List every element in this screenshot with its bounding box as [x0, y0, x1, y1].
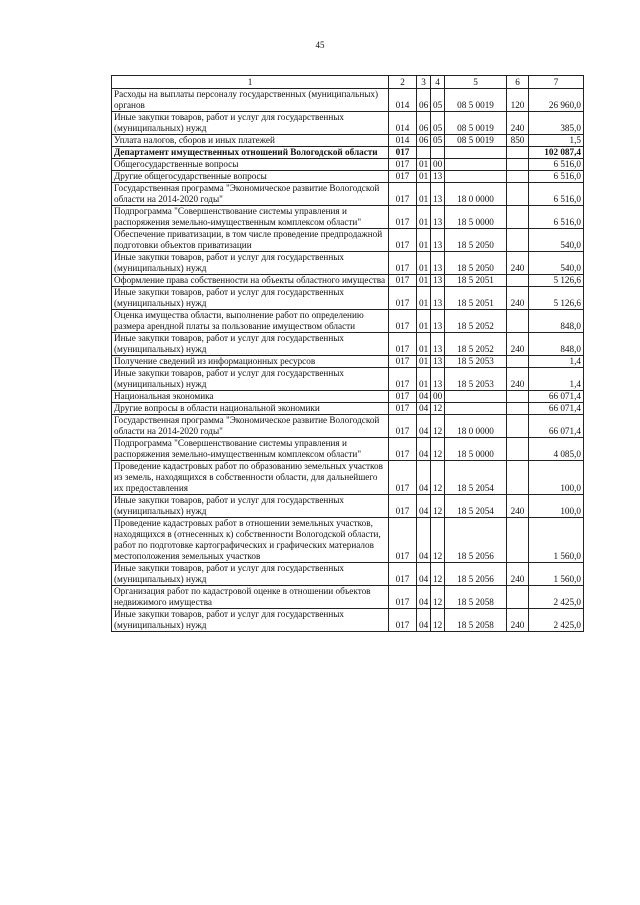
row-name: Подпрограмма "Совершенствование системы управления и распоряжения земельно-имущественным комплексом области"	[112, 206, 389, 229]
table-row	[112, 89, 584, 112]
section-code: 01	[417, 310, 431, 333]
row-name: Иные закупки товаров, работ и услуг для государственных (муниципальных) нужд	[112, 609, 389, 632]
amount: 385,0	[529, 112, 584, 135]
admin-code: 017	[389, 461, 417, 495]
table-row	[112, 391, 584, 403]
row-name: Оформление права собственности на объекты областного имущества	[112, 275, 389, 287]
amount: 6 516,0	[529, 171, 584, 183]
expense-type-code	[507, 229, 529, 252]
target-article-code	[445, 147, 507, 159]
subsection-code: 13	[431, 275, 445, 287]
row-name: Иные закупки товаров, работ и услуг для государственных (муниципальных) нужд	[112, 287, 389, 310]
subsection-code: 12	[431, 495, 445, 518]
subsection-code: 13	[431, 368, 445, 391]
subsection-code: 12	[431, 403, 445, 415]
row-name: Расходы на выплаты персоналу государственных (муниципальных) органов	[112, 89, 389, 112]
section-code: 01	[417, 368, 431, 391]
subsection-code: 13	[431, 171, 445, 183]
row-name: Иные закупки товаров, работ и услуг для государственных (муниципальных) нужд	[112, 112, 389, 135]
row-name: Уплата налогов, сборов и иных платежей	[112, 135, 389, 147]
target-article-code: 18 5 0000	[445, 438, 507, 461]
table-row	[112, 206, 584, 229]
row-name: Подпрограмма "Совершенствование системы управления и распоряжения земельно-имущественным комплексом области"	[112, 438, 389, 461]
expense-type-code: 240	[507, 368, 529, 391]
amount: 66 071,4	[529, 403, 584, 415]
table-row	[112, 252, 584, 275]
row-name: Общегосударственные вопросы	[112, 159, 389, 171]
target-article-code: 18 5 2052	[445, 333, 507, 356]
section-code: 04	[417, 403, 431, 415]
expense-type-code	[507, 438, 529, 461]
row-name: Проведение кадастровых работ в отношении земельных участков, находящихся в (отнесенных к) собственности Вологодской области, работ по подготовке картографических и графических материалов местоположения земельных участков	[112, 518, 389, 563]
amount: 102 087,4	[529, 147, 584, 159]
admin-code: 017	[389, 563, 417, 586]
section-code: 04	[417, 518, 431, 563]
admin-code: 017	[389, 287, 417, 310]
row-name: Иные закупки товаров, работ и услуг для государственных (муниципальных) нужд	[112, 368, 389, 391]
table-row	[112, 518, 584, 563]
expense-type-code	[507, 586, 529, 609]
subsection-code: 05	[431, 135, 445, 147]
expense-type-code: 850	[507, 135, 529, 147]
expense-type-code	[507, 403, 529, 415]
expense-type-code	[507, 171, 529, 183]
target-article-code: 18 0 0000	[445, 183, 507, 206]
header-row	[112, 76, 584, 89]
amount: 848,0	[529, 310, 584, 333]
section-code: 04	[417, 495, 431, 518]
subsection-code: 13	[431, 252, 445, 275]
target-article-code: 08 5 0019	[445, 112, 507, 135]
subsection-code: 12	[431, 415, 445, 438]
row-name: Получение сведений из информационных ресурсов	[112, 356, 389, 368]
table-row	[112, 461, 584, 495]
row-name: Национальная экономика	[112, 391, 389, 403]
target-article-code: 08 5 0019	[445, 135, 507, 147]
target-article-code: 18 5 2054	[445, 495, 507, 518]
target-article-code	[445, 159, 507, 171]
amount: 2 425,0	[529, 586, 584, 609]
expense-type-code	[507, 391, 529, 403]
expense-type-code	[507, 275, 529, 287]
row-name: Оценка имущества области, выполнение работ по определению размера арендной платы за пользование имуществом области	[112, 310, 389, 333]
row-name: Проведение кадастровых работ по образованию земельных участков из земель, находящихся в собственности области, для дальнейшего их предоставления	[112, 461, 389, 495]
section-code: 04	[417, 391, 431, 403]
row-name: Другие общегосударственные вопросы	[112, 171, 389, 183]
admin-code: 017	[389, 368, 417, 391]
subsection-code: 13	[431, 229, 445, 252]
expense-type-code	[507, 206, 529, 229]
amount: 540,0	[529, 252, 584, 275]
amount: 848,0	[529, 333, 584, 356]
row-name: Департамент имущественных отношений Вологодской области	[112, 147, 389, 159]
table-row	[112, 287, 584, 310]
target-article-code: 18 5 0000	[445, 206, 507, 229]
expense-type-code: 240	[507, 287, 529, 310]
amount: 6 516,0	[529, 159, 584, 171]
table-row	[112, 310, 584, 333]
subsection-code: 13	[431, 310, 445, 333]
target-article-code: 18 5 2054	[445, 461, 507, 495]
row-name: Иные закупки товаров, работ и услуг для государственных (муниципальных) нужд	[112, 333, 389, 356]
section-code: 01	[417, 229, 431, 252]
table-row	[112, 135, 584, 147]
target-article-code: 18 5 2053	[445, 356, 507, 368]
col-header: 6	[507, 76, 529, 89]
section-code: 04	[417, 586, 431, 609]
expense-type-code: 240	[507, 495, 529, 518]
section-code: 04	[417, 415, 431, 438]
target-article-code: 18 5 2051	[445, 275, 507, 287]
col-header: 5	[445, 76, 507, 89]
section-code: 01	[417, 252, 431, 275]
table-row	[112, 229, 584, 252]
target-article-code: 18 5 2058	[445, 609, 507, 632]
expense-type-code: 240	[507, 112, 529, 135]
target-article-code	[445, 403, 507, 415]
subsection-code: 12	[431, 586, 445, 609]
table-row	[112, 438, 584, 461]
admin-code: 017	[389, 171, 417, 183]
row-name: Государственная программа "Экономическое развитие Вологодской области на 2014-2020 годы"	[112, 183, 389, 206]
subsection-code: 13	[431, 183, 445, 206]
target-article-code: 18 5 2056	[445, 563, 507, 586]
amount: 4 085,0	[529, 438, 584, 461]
target-article-code: 18 5 2051	[445, 287, 507, 310]
section-code: 04	[417, 438, 431, 461]
subsection-code: 12	[431, 609, 445, 632]
table-row	[112, 171, 584, 183]
table-row	[112, 333, 584, 356]
row-name: Организация работ по кадастровой оценке в отношении объектов недвижимого имущества	[112, 586, 389, 609]
subsection-code: 00	[431, 159, 445, 171]
expense-type-code: 120	[507, 89, 529, 112]
table-row	[112, 356, 584, 368]
subsection-code: 12	[431, 563, 445, 586]
amount: 66 071,4	[529, 391, 584, 403]
admin-code: 017	[389, 518, 417, 563]
expense-type-code	[507, 183, 529, 206]
table-row	[112, 495, 584, 518]
col-header: 1	[112, 76, 389, 89]
row-name: Иные закупки товаров, работ и услуг для государственных (муниципальных) нужд	[112, 252, 389, 275]
amount: 6 516,0	[529, 206, 584, 229]
table-row	[112, 609, 584, 632]
subsection-code: 13	[431, 206, 445, 229]
target-article-code: 08 5 0019	[445, 89, 507, 112]
section-code: 04	[417, 609, 431, 632]
expense-type-code	[507, 159, 529, 171]
target-article-code: 18 5 2056	[445, 518, 507, 563]
section-code: 01	[417, 206, 431, 229]
section-code: 06	[417, 112, 431, 135]
amount: 1 560,0	[529, 518, 584, 563]
admin-code: 017	[389, 609, 417, 632]
amount: 1,5	[529, 135, 584, 147]
admin-code: 017	[389, 438, 417, 461]
target-article-code: 18 5 2058	[445, 586, 507, 609]
row-name: Государственная программа "Экономическое развитие Вологодской области на 2014-2020 годы"	[112, 415, 389, 438]
admin-code: 017	[389, 183, 417, 206]
section-code: 01	[417, 159, 431, 171]
page-number: 45	[315, 40, 325, 50]
admin-code: 017	[389, 229, 417, 252]
target-article-code: 18 5 2050	[445, 252, 507, 275]
amount: 5 126,6	[529, 275, 584, 287]
expense-type-code	[507, 356, 529, 368]
row-name: Обеспечение приватизации, в том числе проведение предпродажной подготовки объектов приватизации	[112, 229, 389, 252]
amount: 6 516,0	[529, 183, 584, 206]
expense-type-code: 240	[507, 333, 529, 356]
amount: 5 126,6	[529, 287, 584, 310]
expense-type-code	[507, 518, 529, 563]
section-code: 06	[417, 135, 431, 147]
admin-code: 017	[389, 391, 417, 403]
amount: 1,4	[529, 356, 584, 368]
amount: 100,0	[529, 495, 584, 518]
section-code: 04	[417, 563, 431, 586]
table-row	[112, 159, 584, 171]
row-name: Другие вопросы в области национальной экономики	[112, 403, 389, 415]
section-code: 01	[417, 356, 431, 368]
admin-code: 017	[389, 147, 417, 159]
section-code: 01	[417, 287, 431, 310]
budget-table	[111, 75, 584, 632]
admin-code: 017	[389, 495, 417, 518]
expense-type-code	[507, 461, 529, 495]
col-header: 7	[529, 76, 584, 89]
table-row	[112, 147, 584, 159]
table-row	[112, 275, 584, 287]
subsection-code: 05	[431, 89, 445, 112]
expense-type-code	[507, 310, 529, 333]
target-article-code: 18 5 2052	[445, 310, 507, 333]
subsection-code: 13	[431, 356, 445, 368]
subsection-code: 05	[431, 112, 445, 135]
section-code: 01	[417, 171, 431, 183]
expense-type-code: 240	[507, 609, 529, 632]
table-row	[112, 563, 584, 586]
admin-code: 017	[389, 415, 417, 438]
admin-code: 014	[389, 135, 417, 147]
admin-code: 014	[389, 89, 417, 112]
admin-code: 017	[389, 206, 417, 229]
table-row	[112, 415, 584, 438]
subsection-code: 12	[431, 461, 445, 495]
admin-code: 014	[389, 112, 417, 135]
admin-code: 017	[389, 586, 417, 609]
subsection-code: 13	[431, 287, 445, 310]
section-code: 06	[417, 89, 431, 112]
target-article-code	[445, 171, 507, 183]
subsection-code: 12	[431, 438, 445, 461]
section-code: 01	[417, 275, 431, 287]
table-row	[112, 368, 584, 391]
subsection-code: 00	[431, 391, 445, 403]
subsection-code: 12	[431, 518, 445, 563]
expense-type-code: 240	[507, 252, 529, 275]
table-row	[112, 112, 584, 135]
subsection-code: 13	[431, 333, 445, 356]
admin-code: 017	[389, 159, 417, 171]
amount: 100,0	[529, 461, 584, 495]
amount: 1 560,0	[529, 563, 584, 586]
amount: 2 425,0	[529, 609, 584, 632]
target-article-code: 18 5 2050	[445, 229, 507, 252]
col-header: 3	[417, 76, 431, 89]
row-name: Иные закупки товаров, работ и услуг для государственных (муниципальных) нужд	[112, 563, 389, 586]
section-code	[417, 147, 431, 159]
section-code: 01	[417, 183, 431, 206]
subsection-code	[431, 147, 445, 159]
amount: 1,4	[529, 368, 584, 391]
expense-type-code	[507, 415, 529, 438]
target-article-code: 18 5 2053	[445, 368, 507, 391]
table-row	[112, 403, 584, 415]
amount: 26 960,0	[529, 89, 584, 112]
section-code: 04	[417, 461, 431, 495]
section-code: 01	[417, 333, 431, 356]
admin-code: 017	[389, 310, 417, 333]
admin-code: 017	[389, 252, 417, 275]
col-header: 2	[389, 76, 417, 89]
admin-code: 017	[389, 333, 417, 356]
table-row	[112, 586, 584, 609]
admin-code: 017	[389, 275, 417, 287]
expense-type-code: 240	[507, 563, 529, 586]
target-article-code	[445, 391, 507, 403]
admin-code: 017	[389, 403, 417, 415]
row-name: Иные закупки товаров, работ и услуг для государственных (муниципальных) нужд	[112, 495, 389, 518]
amount: 66 071,4	[529, 415, 584, 438]
amount: 540,0	[529, 229, 584, 252]
table-row	[112, 183, 584, 206]
admin-code: 017	[389, 356, 417, 368]
expense-type-code	[507, 147, 529, 159]
col-header: 4	[431, 76, 445, 89]
target-article-code: 18 0 0000	[445, 415, 507, 438]
